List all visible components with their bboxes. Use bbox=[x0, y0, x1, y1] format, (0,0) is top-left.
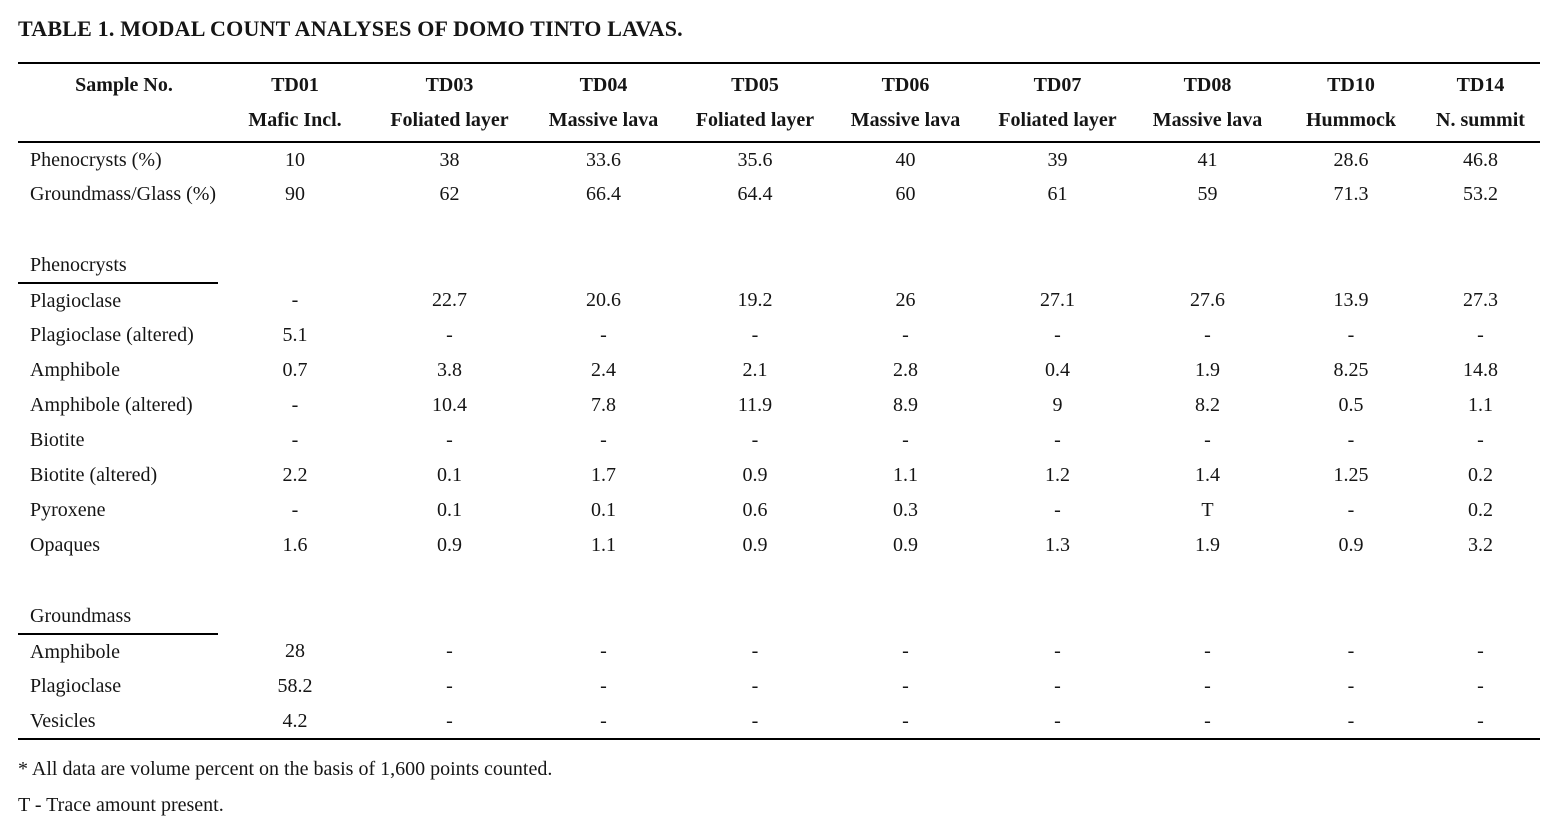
cell-value: T bbox=[1201, 499, 1214, 521]
cell-value: - bbox=[1477, 324, 1484, 346]
table-header bbox=[18, 63, 1540, 142]
cell-value: 22.7 bbox=[432, 289, 467, 311]
column-header-td06: TD06 bbox=[881, 74, 930, 96]
cell-value: - bbox=[600, 709, 607, 732]
cell-value: - bbox=[902, 709, 909, 732]
cell-value: 4.2 bbox=[282, 709, 308, 732]
cell-value: - bbox=[902, 640, 909, 662]
cell-value: - bbox=[446, 675, 453, 697]
cell-value: 0.7 bbox=[282, 359, 308, 381]
column-subheader-td07: Foliated layer bbox=[981, 104, 1134, 142]
row-label: Pyroxene bbox=[30, 499, 106, 521]
cell-value: - bbox=[1204, 324, 1211, 346]
column-subheader-td06: Massive lava bbox=[830, 104, 981, 142]
column-header-td05: TD05 bbox=[731, 74, 779, 96]
cell-value: - bbox=[1204, 675, 1211, 697]
cell-value: 1.6 bbox=[282, 534, 308, 556]
spacer-cell bbox=[18, 563, 1540, 601]
sample-no-header: Sample No. bbox=[75, 74, 173, 96]
section-row bbox=[18, 601, 1540, 634]
row-label: Amphibole bbox=[30, 359, 120, 381]
section-filler bbox=[218, 601, 1540, 634]
table-row bbox=[18, 493, 1540, 528]
cell-value: 61 bbox=[1047, 183, 1068, 205]
column-header-td07: TD07 bbox=[1033, 74, 1082, 96]
cell-value: - bbox=[291, 289, 299, 311]
table-row bbox=[18, 423, 1540, 458]
row-label: Amphibole (altered) bbox=[30, 394, 193, 416]
column-subheader-td04: Massive lava bbox=[527, 104, 680, 142]
cell-value: 27.1 bbox=[1040, 289, 1075, 311]
cell-value: 0.1 bbox=[437, 464, 462, 486]
cell-value: 9 bbox=[1052, 394, 1063, 416]
cell-value: 8.2 bbox=[1195, 394, 1220, 416]
cell-value: - bbox=[446, 324, 453, 346]
cell-value: 1.1 bbox=[591, 534, 616, 556]
table-row bbox=[18, 669, 1540, 704]
cell-value: - bbox=[1204, 429, 1211, 451]
table-row bbox=[18, 318, 1540, 353]
cell-value: 53.2 bbox=[1463, 183, 1498, 205]
spacer-row bbox=[18, 212, 1540, 250]
cell-value: 0.9 bbox=[437, 534, 462, 556]
cell-value: 10 bbox=[285, 148, 305, 171]
section-filler bbox=[218, 250, 1540, 283]
column-header-td14: TD14 bbox=[1456, 74, 1505, 96]
cell-value: 0.6 bbox=[742, 499, 768, 521]
cell-value: 20.6 bbox=[586, 289, 621, 311]
cell-value: - bbox=[291, 394, 299, 416]
cell-value: 26 bbox=[895, 289, 916, 311]
cell-value: 28.6 bbox=[1333, 148, 1369, 171]
cell-value: - bbox=[751, 429, 759, 451]
empty-header-cell bbox=[18, 104, 218, 142]
cell-value: 2.4 bbox=[591, 359, 616, 381]
cell-value: 64.4 bbox=[737, 183, 773, 205]
cell-value: - bbox=[600, 429, 607, 451]
cell-value: - bbox=[751, 640, 759, 662]
cell-value: - bbox=[1347, 675, 1355, 697]
cell-value: 46.8 bbox=[1463, 148, 1498, 171]
row-label: Plagioclase bbox=[30, 675, 122, 697]
cell-value: - bbox=[446, 640, 453, 662]
cell-value: 90 bbox=[285, 183, 305, 205]
column-header-td10: TD10 bbox=[1327, 74, 1375, 96]
cell-value: 11.9 bbox=[737, 394, 773, 416]
cell-value: - bbox=[1054, 499, 1061, 521]
section-row bbox=[18, 250, 1540, 283]
cell-value: - bbox=[446, 709, 453, 732]
cell-value: 0.4 bbox=[1045, 359, 1070, 381]
table-title: TABLE 1. MODAL COUNT ANALYSES OF DOMO TINTO LAVAS. bbox=[18, 16, 683, 41]
cell-value: 0.9 bbox=[893, 534, 918, 556]
cell-value: - bbox=[600, 640, 607, 662]
cell-value: 1.2 bbox=[1045, 464, 1070, 486]
spacer-cell bbox=[18, 212, 1540, 250]
cell-value: 28 bbox=[285, 640, 305, 662]
cell-value: 66.4 bbox=[586, 183, 621, 205]
cell-value: 7.8 bbox=[591, 394, 616, 416]
cell-value: 1.25 bbox=[1333, 464, 1369, 486]
cell-value: - bbox=[1204, 640, 1211, 662]
cell-value: 0.2 bbox=[1468, 464, 1493, 486]
cell-value: - bbox=[902, 324, 909, 346]
cell-value: 35.6 bbox=[737, 148, 773, 171]
cell-value: - bbox=[1347, 640, 1355, 662]
cell-value: - bbox=[1347, 709, 1355, 732]
row-label: Amphibole bbox=[30, 640, 120, 663]
cell-value: 0.3 bbox=[893, 499, 918, 521]
cell-value: 3.8 bbox=[437, 359, 462, 381]
cell-value: 2.8 bbox=[893, 359, 918, 381]
cell-value: 5.1 bbox=[282, 324, 308, 346]
cell-value: 2.2 bbox=[282, 464, 308, 486]
table-row bbox=[18, 704, 1540, 739]
cell-value: 1.1 bbox=[893, 464, 918, 486]
cell-value: 33.6 bbox=[586, 148, 621, 171]
section-header-groundmass: Groundmass bbox=[18, 601, 218, 634]
cell-value: - bbox=[902, 429, 909, 451]
cell-value: - bbox=[1477, 709, 1484, 732]
cell-value: 39 bbox=[1047, 148, 1068, 171]
cell-value: 0.9 bbox=[1338, 534, 1364, 556]
table-row bbox=[18, 388, 1540, 423]
table-row bbox=[18, 353, 1540, 388]
row-label: Biotite (altered) bbox=[30, 464, 158, 486]
cell-value: - bbox=[751, 324, 759, 346]
column-subheader-td03: Foliated layer bbox=[372, 104, 527, 142]
footnotes bbox=[18, 759, 1557, 816]
column-header-td08: TD08 bbox=[1183, 74, 1232, 96]
cell-value: 1.4 bbox=[1195, 464, 1220, 486]
table-body bbox=[18, 142, 1540, 739]
cell-value: 1.3 bbox=[1045, 534, 1070, 556]
row-label: Opaques bbox=[30, 534, 100, 556]
footnote-volume-percent: * All data are volume percent on the basis of 1,600 points counted. bbox=[18, 758, 553, 780]
cell-value: 1.9 bbox=[1195, 359, 1220, 381]
cell-value: - bbox=[1054, 709, 1061, 732]
cell-value: 10.4 bbox=[432, 394, 467, 416]
cell-value: - bbox=[1477, 675, 1484, 697]
cell-value: 58.2 bbox=[277, 675, 313, 697]
cell-value: 0.9 bbox=[742, 534, 768, 556]
spacer-row bbox=[18, 563, 1540, 601]
cell-value: - bbox=[1347, 429, 1355, 451]
row-label: Plagioclase bbox=[30, 289, 122, 312]
cell-value: - bbox=[902, 675, 909, 697]
column-header-td01: TD01 bbox=[271, 74, 319, 96]
cell-value: 1.1 bbox=[1468, 394, 1493, 416]
table-row bbox=[18, 283, 1540, 318]
row-label: Phenocrysts (%) bbox=[30, 148, 162, 171]
cell-value: - bbox=[1204, 709, 1211, 732]
cell-value: 41 bbox=[1197, 148, 1218, 171]
cell-value: - bbox=[1477, 640, 1484, 662]
column-subheader-td14: N. summit bbox=[1421, 104, 1540, 142]
cell-value: - bbox=[1347, 324, 1355, 346]
table-row bbox=[18, 458, 1540, 493]
cell-value: - bbox=[600, 675, 607, 697]
cell-value: 0.5 bbox=[1338, 394, 1364, 416]
table-header-row-sample-types bbox=[18, 104, 1540, 142]
cell-value: - bbox=[1054, 324, 1061, 346]
column-header-td03: TD03 bbox=[425, 74, 474, 96]
column-subheader-td01: Mafic Incl. bbox=[218, 104, 372, 142]
table-row bbox=[18, 142, 1540, 177]
cell-value: - bbox=[751, 675, 759, 697]
cell-value: 2.1 bbox=[742, 359, 768, 381]
row-label: Groundmass/Glass (%) bbox=[30, 183, 217, 205]
cell-value: 0.1 bbox=[437, 499, 462, 521]
cell-value: 13.9 bbox=[1333, 289, 1369, 311]
cell-value: 3.2 bbox=[1468, 534, 1493, 556]
column-subheader-td08: Massive lava bbox=[1134, 104, 1281, 142]
section-header-phenocrysts: Phenocrysts bbox=[18, 250, 218, 283]
column-subheader-td10: Hummock bbox=[1281, 104, 1421, 142]
cell-value: 8.25 bbox=[1333, 359, 1369, 381]
cell-value: 27.6 bbox=[1190, 289, 1225, 311]
cell-value: - bbox=[751, 709, 759, 732]
cell-value: - bbox=[446, 429, 453, 451]
column-subheader-td05: Foliated layer bbox=[680, 104, 830, 142]
row-label: Vesicles bbox=[30, 709, 96, 732]
cell-value: - bbox=[1347, 499, 1355, 521]
cell-value: 60 bbox=[895, 183, 916, 205]
cell-value: 1.9 bbox=[1195, 534, 1220, 556]
table-row bbox=[18, 177, 1540, 212]
footnote-trace-amount: T - Trace amount present. bbox=[18, 794, 224, 816]
cell-value: 0.2 bbox=[1468, 499, 1493, 521]
cell-value: 0.1 bbox=[591, 499, 616, 521]
cell-value: - bbox=[1054, 429, 1061, 451]
cell-value: - bbox=[1054, 675, 1061, 697]
cell-value: - bbox=[1477, 429, 1484, 451]
cell-value: 38 bbox=[439, 148, 460, 171]
cell-value: 71.3 bbox=[1333, 183, 1369, 205]
cell-value: 27.3 bbox=[1463, 289, 1498, 311]
cell-value: 14.8 bbox=[1463, 359, 1498, 381]
cell-value: 8.9 bbox=[893, 394, 918, 416]
cell-value: 62 bbox=[439, 183, 460, 205]
table-header-row-sample-ids bbox=[18, 63, 1540, 104]
cell-value: - bbox=[291, 499, 299, 521]
cell-value: - bbox=[600, 324, 607, 346]
cell-value: 1.7 bbox=[591, 464, 616, 486]
table-row bbox=[18, 528, 1540, 563]
row-label: Plagioclase (altered) bbox=[30, 324, 194, 346]
row-label: Biotite bbox=[30, 429, 85, 451]
cell-value: 40 bbox=[895, 148, 916, 171]
cell-value: 0.9 bbox=[742, 464, 768, 486]
table-row bbox=[18, 634, 1540, 669]
cell-value: 19.2 bbox=[737, 289, 773, 311]
cell-value: - bbox=[291, 429, 299, 451]
cell-value: - bbox=[1054, 640, 1061, 662]
cell-value: 59 bbox=[1197, 183, 1218, 205]
modal-count-table bbox=[18, 62, 1540, 740]
column-header-td04: TD04 bbox=[579, 74, 628, 96]
